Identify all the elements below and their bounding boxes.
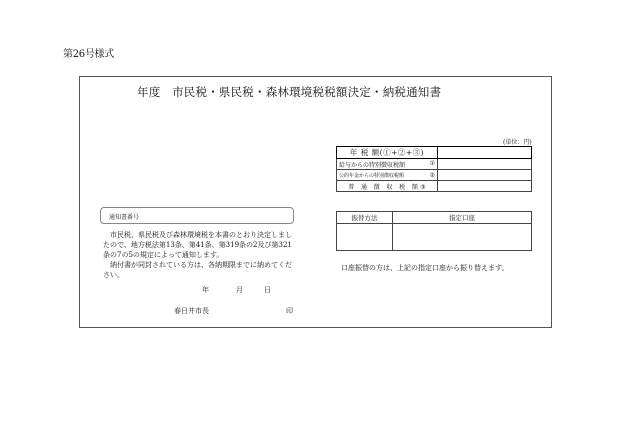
transfer-table [336,211,532,251]
designated-account-value [393,224,532,251]
salary-withholding-amount [438,159,532,170]
notice-body-text [103,230,295,280]
notice-form-frame [79,76,552,328]
transfer-note: 口座振替の方は、上記の指定口座から振り替えます。 [341,264,509,272]
notice-paragraph-2: 納付書が同封されている方は、各納期限までに納めてください。 [103,261,292,279]
annual-tax-amount [438,147,532,159]
ordinary-collection-row [337,181,532,192]
ordinary-collection-label: 普 通 徴 収 税 額③ [337,181,438,192]
document-title: 年度 市民税・県民税・森林環境税税額決定・納税通知書 [137,85,442,99]
notice-number-label: 通知書番号 [109,214,140,221]
seal-mark: 印 [286,307,293,315]
date-month: 月 [236,286,243,294]
form-number: 第26号様式 [63,49,114,60]
transfer-header-row [337,212,532,224]
transfer-method-value [337,224,393,251]
annual-tax-row [337,147,532,159]
transfer-method-header: 振替方法 [337,212,393,224]
notice-paragraph-1: 市民税、県民税及び森林環境税を本書のとおり決定しましたので、地方税法第13条、第41条、第319条の2及び第321条の7の5の規定によって通知します。 [103,231,292,259]
date-year: 年 [202,286,209,294]
mayor-name: 春日井市長 [174,307,209,315]
salary-withholding-row [337,159,532,170]
ordinary-collection-amount [438,181,532,192]
designated-account-header: 指定口座 [393,212,532,224]
date-day: 日 [264,286,271,294]
unit-note: (単位：円) [503,139,532,146]
pension-withholding-row [337,170,532,181]
pension-withholding-label: 公的年金からの特別徴収税額 ② [337,170,438,181]
pension-withholding-amount [438,170,532,181]
date-line [202,285,271,295]
transfer-value-row [337,224,532,251]
annual-tax-label: 年 税 額(①+②+③) [337,147,438,159]
tax-amount-table [336,146,532,192]
salary-withholding-label: 給与からの特別徴収税額 ① [337,159,438,170]
